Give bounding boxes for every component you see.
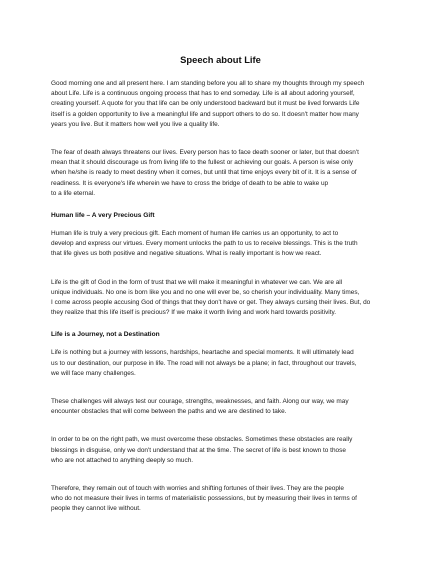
text-line: us to our destination, our purpose in life. The road will not always be a plane; in fact, throughout our travels,: [51, 359, 357, 367]
text-line: creating yourself. A quote for you that life can be only understood backward but it must be lived forwards Life: [51, 100, 360, 108]
section-heading-journey: Life is a Journey, not a Destination: [51, 331, 160, 339]
paragraph-fear-of-death: [51, 148, 390, 199]
text-line: about Life. Life is a continuous ongoing process that has to end someday. Life is all about adoring yourself,: [51, 90, 355, 98]
text-line: encounter obstacles that will come between the paths and we are destined to take.: [51, 408, 287, 416]
section-heading-precious-gift: Human life – A very Precious Gift: [51, 212, 155, 220]
paragraph-conclusion: [51, 484, 390, 515]
text-line: These challenges will always test our courage, strengths, weaknesses, and faith. Along our way, we may: [51, 398, 349, 406]
text-line: to a life eternal.: [51, 189, 96, 197]
text-line: The fear of death always threatens our lives. Every person has to face death sooner or later, but that doesn't: [51, 149, 359, 157]
text-line: Life is the gift of God in the form of trust that we will make it meaningful in whatever we can. We are all: [51, 278, 343, 286]
text-line: develop and express our virtues. Every moment unlocks the path to us to receive blessings. This is the truth: [51, 240, 358, 248]
text-line: I come across people accusing God of things that they don't have or get. They always cursing their lives. But, do: [51, 299, 371, 307]
text-line: who are not attached to anything deeply so much.: [51, 456, 194, 464]
paragraph-gift-of-god: [51, 278, 390, 319]
paragraph-journey: [51, 348, 390, 379]
paragraph-intro: [51, 79, 390, 130]
text-line: Good morning one and all present here. I am standing before you all to share my thoughts through my speech: [51, 80, 365, 87]
text-line: unique individuals. No one is born like you and no one will ever be, so cherish your individuality. Many times,: [51, 288, 360, 296]
text-line: years you live. But it matters how well you live a quality life.: [51, 120, 220, 128]
paragraph-challenges: [51, 397, 390, 417]
page-title: Speech about Life: [180, 54, 261, 65]
text-line: Therefore, they remain out of touch with worries and shifting fortunes of their lives. They are the people: [51, 485, 344, 493]
text-line: we will face many challenges.: [51, 369, 136, 377]
text-line: blessings in disguise, only we don't understand that at the time. The secret of life is best known to those: [51, 446, 346, 454]
text-line: mean that it should discourage us from living life to the fullest or achieving our goals. A person is wise only: [51, 159, 354, 167]
text-line: they realize that this life itself is precious? If we make it worth living and work hard towards positivity.: [51, 309, 337, 317]
paragraph-precious-gift: [51, 229, 390, 260]
text-line: readiness. It is everyone's life wherein we have to cross the bridge of death to be able to wake up: [51, 179, 329, 187]
text-line: itself is a golden opportunity to live a meaningful life and support others to do so. It doesn't matter how many: [51, 110, 359, 118]
text-line: that life gives us both positive and negative situations. What is really important is how we react.: [51, 250, 322, 258]
text-line: Life is nothing but a journey with lessons, hardships, heartache and special moments. It will ultimately lead: [51, 349, 354, 357]
text-line: people they cannot live without.: [51, 505, 141, 513]
text-line: In order to be on the right path, we must overcome these obstacles. Sometimes these obstacles are really: [51, 436, 353, 444]
text-line: who do not measure their lives in terms of materialistic possessions, but by measuring their lives in terms of: [51, 495, 357, 503]
paragraph-right-path: [51, 435, 390, 466]
text-line: Human life is truly a very precious gift. Each moment of human life carries us an opportunity, to act to: [51, 230, 339, 238]
text-line: when he/she is ready to meet destiny when it comes, but until that time enjoys every bit of it. It is a sense of: [51, 169, 357, 177]
